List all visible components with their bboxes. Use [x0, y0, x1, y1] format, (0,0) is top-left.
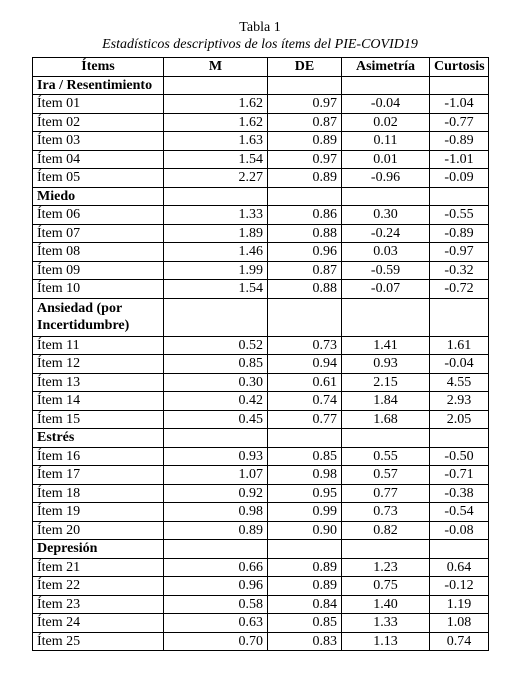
kurtosis-cell: 4.55 [430, 373, 489, 392]
kurtosis-cell: 1.61 [430, 336, 489, 355]
table-row [33, 373, 489, 392]
item-name-cell: Ítem 16 [33, 447, 164, 466]
kurtosis-cell: -0.12 [430, 577, 489, 596]
item-name-cell: Ítem 10 [33, 280, 164, 299]
mean-cell: 0.96 [164, 577, 268, 596]
kurtosis-cell: -0.72 [430, 280, 489, 299]
sd-cell: 0.97 [268, 150, 342, 169]
table-row [33, 336, 489, 355]
mean-cell: 0.58 [164, 595, 268, 614]
mean-cell: 1.54 [164, 150, 268, 169]
mean-cell: 1.89 [164, 224, 268, 243]
table-row [33, 392, 489, 411]
kurtosis-cell: -0.54 [430, 503, 489, 522]
table-row [33, 261, 489, 280]
table-row [33, 224, 489, 243]
table-row [33, 206, 489, 225]
mean-cell: 1.99 [164, 261, 268, 280]
kurtosis-cell: -0.97 [430, 243, 489, 262]
item-name-cell: Ítem 24 [33, 614, 164, 633]
mean-cell: 0.52 [164, 336, 268, 355]
kurtosis-cell: -0.89 [430, 224, 489, 243]
skewness-cell: 1.68 [342, 410, 430, 429]
skewness-cell: 2.15 [342, 373, 430, 392]
table-row [33, 614, 489, 633]
skewness-cell: 0.93 [342, 355, 430, 374]
kurtosis-cell: -1.04 [430, 95, 489, 114]
group-empty-cell [164, 187, 268, 206]
group-label: Ira / Resentimiento [33, 76, 164, 95]
mean-cell: 0.63 [164, 614, 268, 633]
header-skewness: Asimetría [342, 58, 430, 77]
item-name-cell: Ítem 04 [33, 150, 164, 169]
mean-cell: 0.92 [164, 484, 268, 503]
sd-cell: 0.87 [268, 113, 342, 132]
mean-cell: 1.62 [164, 95, 268, 114]
mean-cell: 0.45 [164, 410, 268, 429]
mean-cell: 0.85 [164, 355, 268, 374]
skewness-cell: -0.04 [342, 95, 430, 114]
sd-cell: 0.74 [268, 392, 342, 411]
item-name-cell: Ítem 13 [33, 373, 164, 392]
group-empty-cell [430, 298, 489, 336]
item-name-cell: Ítem 07 [33, 224, 164, 243]
skewness-cell: 0.57 [342, 466, 430, 485]
sd-cell: 0.85 [268, 447, 342, 466]
group-label: Depresión [33, 540, 164, 559]
descriptive-stats-table [32, 57, 489, 651]
sd-cell: 0.94 [268, 355, 342, 374]
skewness-cell: 0.30 [342, 206, 430, 225]
table-row [33, 150, 489, 169]
kurtosis-cell: -0.77 [430, 113, 489, 132]
item-name-cell: Ítem 05 [33, 169, 164, 188]
item-name-cell: Ítem 12 [33, 355, 164, 374]
kurtosis-cell: -0.55 [430, 206, 489, 225]
group-empty-cell [342, 298, 430, 336]
table-body [33, 76, 489, 651]
table-row [33, 503, 489, 522]
item-name-cell: Ítem 08 [33, 243, 164, 262]
kurtosis-cell: -1.01 [430, 150, 489, 169]
table-row [33, 484, 489, 503]
group-label: Ansiedad (por Incertidumbre) [33, 298, 164, 336]
sd-cell: 0.89 [268, 558, 342, 577]
kurtosis-cell: 1.19 [430, 595, 489, 614]
group-empty-cell [342, 187, 430, 206]
item-name-cell: Ítem 22 [33, 577, 164, 596]
mean-cell: 0.89 [164, 521, 268, 540]
sd-cell: 0.83 [268, 632, 342, 651]
skewness-cell: 1.40 [342, 595, 430, 614]
mean-cell: 0.70 [164, 632, 268, 651]
kurtosis-cell: -0.09 [430, 169, 489, 188]
mean-cell: 0.42 [164, 392, 268, 411]
table-row [33, 521, 489, 540]
group-empty-cell [430, 429, 489, 448]
group-empty-cell [430, 76, 489, 95]
table-row [33, 558, 489, 577]
group-empty-cell [342, 76, 430, 95]
mean-cell: 0.66 [164, 558, 268, 577]
sd-cell: 0.99 [268, 503, 342, 522]
table-row [33, 113, 489, 132]
sd-cell: 0.96 [268, 243, 342, 262]
item-name-cell: Ítem 19 [33, 503, 164, 522]
group-empty-cell [164, 76, 268, 95]
table-row [33, 632, 489, 651]
sd-cell: 0.89 [268, 577, 342, 596]
item-name-cell: Ítem 25 [33, 632, 164, 651]
group-empty-cell [268, 298, 342, 336]
item-name-cell: Ítem 17 [33, 466, 164, 485]
group-row [33, 76, 489, 95]
kurtosis-cell: -0.08 [430, 521, 489, 540]
mean-cell: 0.93 [164, 447, 268, 466]
skewness-cell: 0.75 [342, 577, 430, 596]
header-items: Ítems [33, 58, 164, 77]
sd-cell: 0.95 [268, 484, 342, 503]
table-caption-subtitle: Estadísticos descriptivos de los ítems del PIE-COVID19 [102, 37, 418, 52]
group-label: Miedo [33, 187, 164, 206]
group-row [33, 429, 489, 448]
table-row [33, 355, 489, 374]
table-row [33, 447, 489, 466]
item-name-cell: Ítem 11 [33, 336, 164, 355]
skewness-cell: 0.55 [342, 447, 430, 466]
mean-cell: 2.27 [164, 169, 268, 188]
sd-cell: 0.89 [268, 169, 342, 188]
sd-cell: 0.61 [268, 373, 342, 392]
table-header-row [33, 58, 489, 77]
table-row [33, 577, 489, 596]
sd-cell: 0.88 [268, 224, 342, 243]
item-name-cell: Ítem 03 [33, 132, 164, 151]
skewness-cell: 1.41 [342, 336, 430, 355]
skewness-cell: -0.24 [342, 224, 430, 243]
group-empty-cell [268, 429, 342, 448]
skewness-cell: 1.84 [342, 392, 430, 411]
group-row [33, 540, 489, 559]
item-name-cell: Ítem 18 [33, 484, 164, 503]
table-row [33, 410, 489, 429]
group-empty-cell [164, 540, 268, 559]
group-empty-cell [342, 429, 430, 448]
kurtosis-cell: -0.89 [430, 132, 489, 151]
item-name-cell: Ítem 09 [33, 261, 164, 280]
header-mean: M [164, 58, 268, 77]
skewness-cell: 1.23 [342, 558, 430, 577]
item-name-cell: Ítem 21 [33, 558, 164, 577]
sd-cell: 0.98 [268, 466, 342, 485]
kurtosis-cell: -0.32 [430, 261, 489, 280]
table-row [33, 595, 489, 614]
sd-cell: 0.86 [268, 206, 342, 225]
skewness-cell: 0.11 [342, 132, 430, 151]
group-empty-cell [430, 187, 489, 206]
table-row [33, 169, 489, 188]
sd-cell: 0.85 [268, 614, 342, 633]
mean-cell: 0.30 [164, 373, 268, 392]
group-row [33, 187, 489, 206]
skewness-cell: -0.07 [342, 280, 430, 299]
mean-cell: 1.63 [164, 132, 268, 151]
kurtosis-cell: -0.38 [430, 484, 489, 503]
group-row [33, 298, 489, 336]
group-empty-cell [268, 76, 342, 95]
kurtosis-cell: 0.64 [430, 558, 489, 577]
item-name-cell: Ítem 01 [33, 95, 164, 114]
header-kurtosis: Curtosis [430, 58, 489, 77]
skewness-cell: 0.01 [342, 150, 430, 169]
table-caption-title: Tabla 1 [239, 20, 281, 35]
table-row [33, 95, 489, 114]
sd-cell: 0.73 [268, 336, 342, 355]
sd-cell: 0.77 [268, 410, 342, 429]
group-empty-cell [268, 540, 342, 559]
table-row [33, 280, 489, 299]
kurtosis-cell: -0.04 [430, 355, 489, 374]
item-name-cell: Ítem 14 [33, 392, 164, 411]
group-empty-cell [164, 298, 268, 336]
sd-cell: 0.97 [268, 95, 342, 114]
mean-cell: 1.54 [164, 280, 268, 299]
item-name-cell: Ítem 15 [33, 410, 164, 429]
group-empty-cell [164, 429, 268, 448]
skewness-cell: 0.77 [342, 484, 430, 503]
mean-cell: 1.46 [164, 243, 268, 262]
item-name-cell: Ítem 23 [33, 595, 164, 614]
item-name-cell: Ítem 20 [33, 521, 164, 540]
sd-cell: 0.89 [268, 132, 342, 151]
group-empty-cell [430, 540, 489, 559]
mean-cell: 0.98 [164, 503, 268, 522]
skewness-cell: 0.82 [342, 521, 430, 540]
sd-cell: 0.90 [268, 521, 342, 540]
sd-cell: 0.88 [268, 280, 342, 299]
sd-cell: 0.84 [268, 595, 342, 614]
table-row [33, 466, 489, 485]
kurtosis-cell: -0.71 [430, 466, 489, 485]
mean-cell: 1.62 [164, 113, 268, 132]
group-empty-cell [342, 540, 430, 559]
item-name-cell: Ítem 06 [33, 206, 164, 225]
header-sd: DE [268, 58, 342, 77]
kurtosis-cell: 2.05 [430, 410, 489, 429]
skewness-cell: 1.33 [342, 614, 430, 633]
group-empty-cell [268, 187, 342, 206]
skewness-cell: 0.73 [342, 503, 430, 522]
kurtosis-cell: 0.74 [430, 632, 489, 651]
table-row [33, 243, 489, 262]
skewness-cell: -0.96 [342, 169, 430, 188]
table-row [33, 132, 489, 151]
group-label: Estrés [33, 429, 164, 448]
skewness-cell: 1.13 [342, 632, 430, 651]
kurtosis-cell: 2.93 [430, 392, 489, 411]
mean-cell: 1.07 [164, 466, 268, 485]
item-name-cell: Ítem 02 [33, 113, 164, 132]
mean-cell: 1.33 [164, 206, 268, 225]
kurtosis-cell: 1.08 [430, 614, 489, 633]
skewness-cell: 0.02 [342, 113, 430, 132]
skewness-cell: -0.59 [342, 261, 430, 280]
sd-cell: 0.87 [268, 261, 342, 280]
skewness-cell: 0.03 [342, 243, 430, 262]
kurtosis-cell: -0.50 [430, 447, 489, 466]
